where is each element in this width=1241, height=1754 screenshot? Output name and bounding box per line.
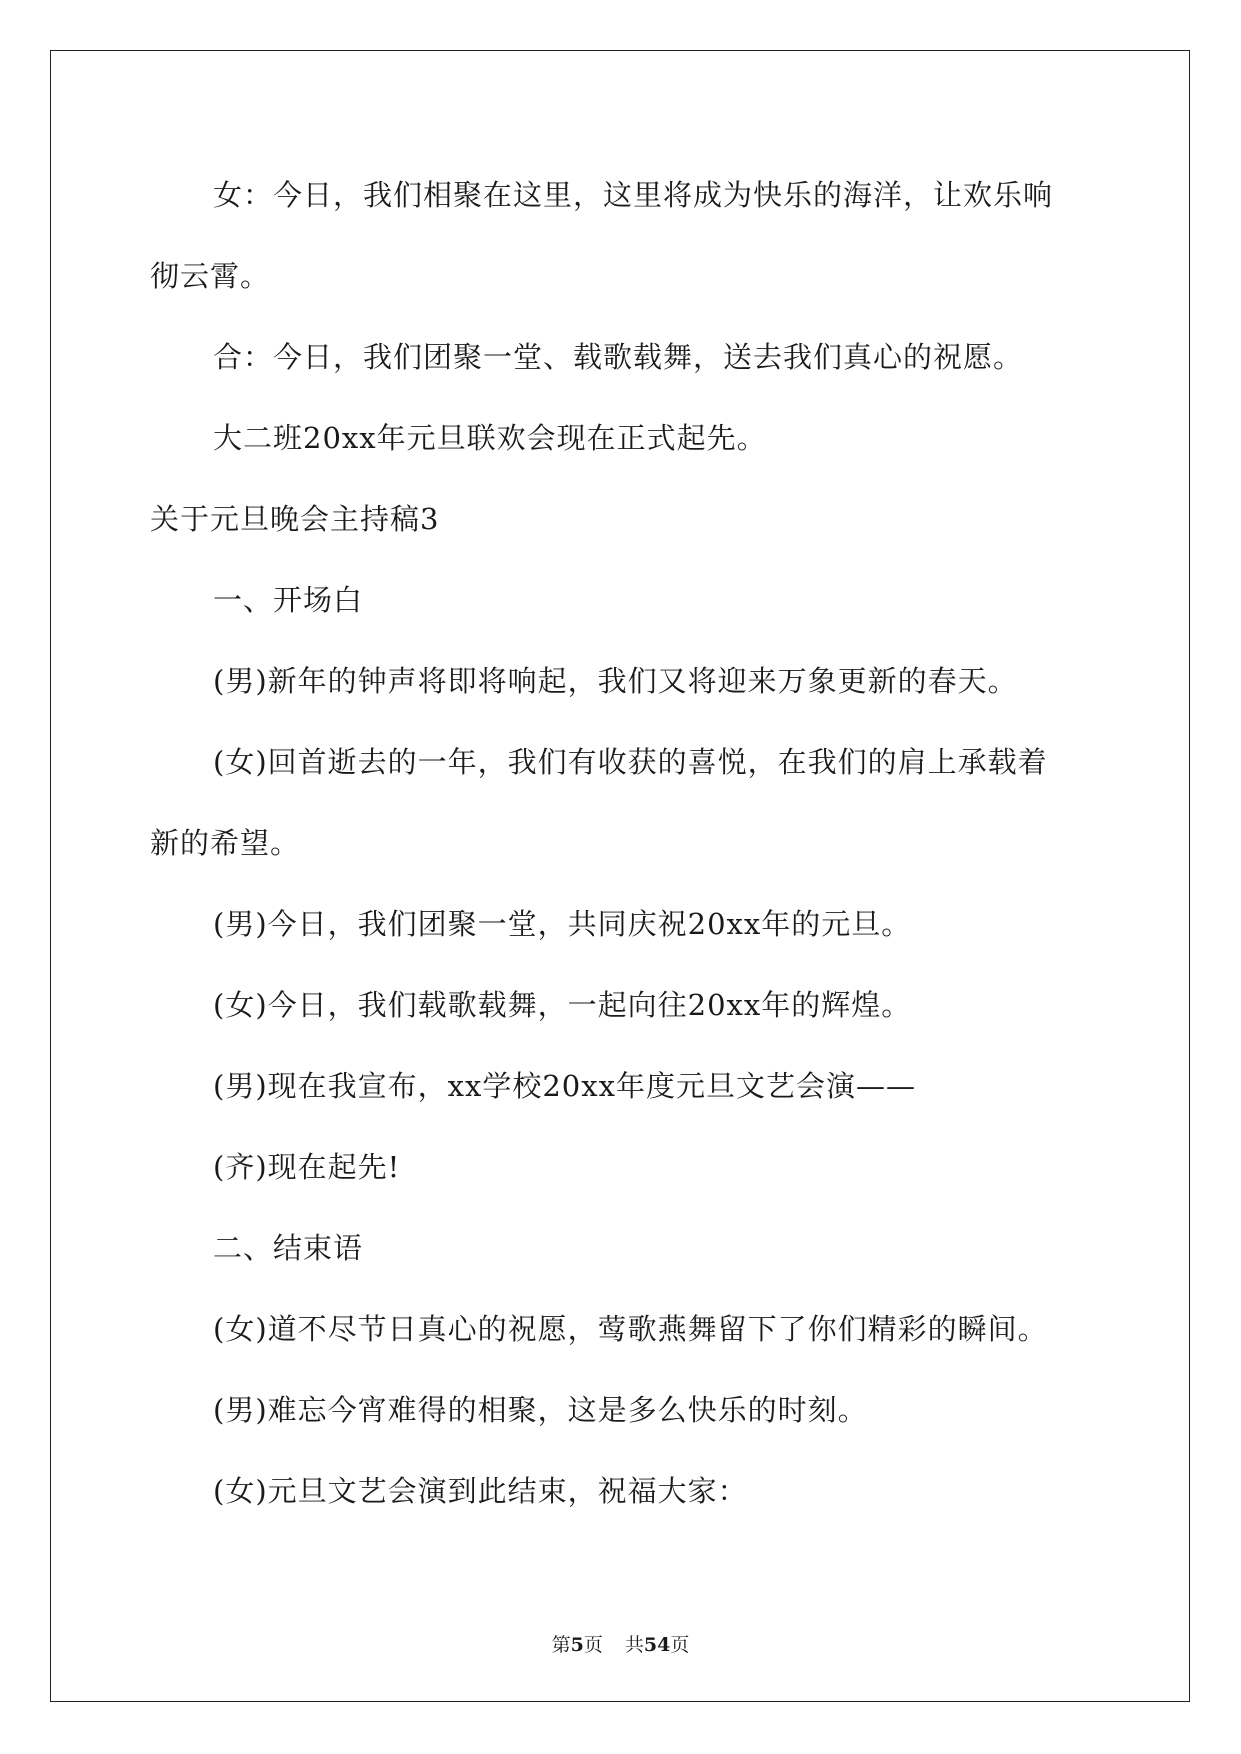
- total-pages: 54: [643, 1634, 671, 1656]
- paragraph-line: (女)回首逝去的一年，我们有收获的喜悦，在我们的肩上承载着: [213, 745, 1048, 779]
- page-number: 5: [570, 1634, 584, 1656]
- paragraph-line: 合：今日，我们团聚一堂、载歌载舞，送去我们真心的祝愿。: [213, 340, 1024, 374]
- paragraph-line: 大二班20xx年元旦联欢会现在正式起先。: [213, 421, 767, 455]
- paragraph-line: (齐)现在起先!: [213, 1150, 401, 1184]
- paragraph-line: (女)今日，我们载歌载舞，一起向往20xx年的辉煌。: [213, 988, 912, 1022]
- total-prefix: 共: [624, 1634, 644, 1656]
- page-suffix: 页: [583, 1634, 603, 1656]
- paragraph-line: 彻云霄。: [150, 259, 271, 293]
- paragraph-line: (男)新年的钟声将即将响起，我们又将迎来万象更新的春天。: [213, 664, 1018, 698]
- subsection-heading: 二、结束语: [213, 1231, 364, 1265]
- paragraph-line: 新的希望。: [150, 826, 301, 860]
- document-body: [150, 155, 1090, 1532]
- page-footer: [0, 1630, 1241, 1657]
- paragraph-line: 女：今日，我们相聚在这里，这里将成为快乐的海洋，让欢乐响: [213, 178, 1054, 212]
- paragraph-line: (男)今日，我们团聚一堂，共同庆祝20xx年的元旦。: [213, 907, 912, 941]
- total-suffix: 页: [670, 1634, 690, 1656]
- paragraph-line: (男)现在我宣布，xx学校20xx年度元旦文艺会演——: [213, 1069, 916, 1103]
- section-title: 关于元旦晚会主持稿3: [150, 502, 440, 536]
- paragraph-line: (女)元旦文艺会演到此结束，祝福大家：: [213, 1474, 748, 1508]
- paragraph-line: (男)难忘今宵难得的相聚，这是多么快乐的时刻。: [213, 1393, 868, 1427]
- subsection-heading: 一、开场白: [213, 583, 364, 617]
- paragraph-line: (女)道不尽节日真心的祝愿，莺歌燕舞留下了你们精彩的瞬间。: [213, 1312, 1048, 1346]
- page-prefix: 第: [551, 1634, 571, 1656]
